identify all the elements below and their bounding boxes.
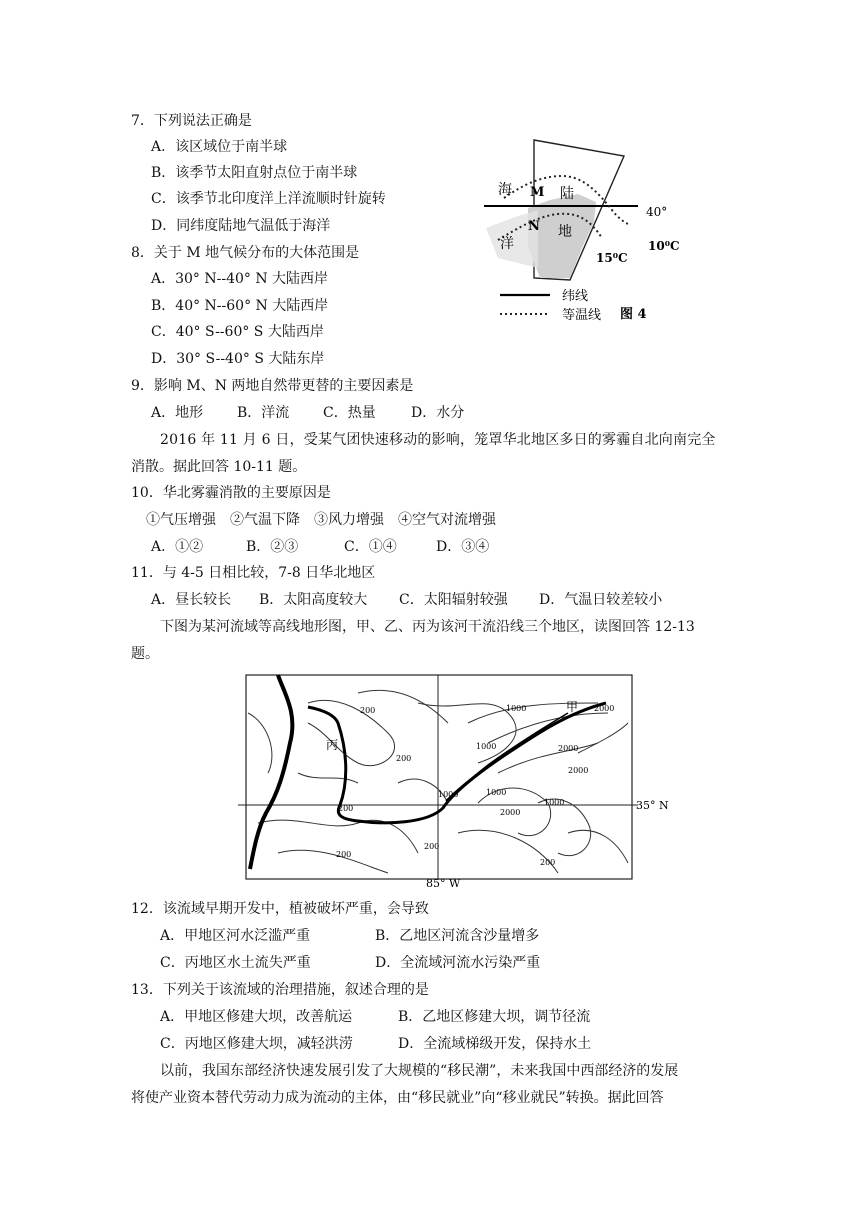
contour-200-b: 200 xyxy=(396,754,412,763)
q7-option-c: C．该季节北印度洋上洋流顺时针旋转 xyxy=(151,191,386,207)
q12-option-b: B．乙地区河流含沙量增多 xyxy=(375,928,540,944)
contour-2000-a: 2000 xyxy=(594,704,615,713)
contour-200-c: 200 xyxy=(338,804,354,813)
q12-options-row1 xyxy=(160,926,539,946)
passage2-line2: 题。 xyxy=(131,646,159,662)
passage1-line1: 2016 年 11 月 6 日，受某气团快速移动的影响，笼罩华北地区多日的雾霾自北向南完全 xyxy=(160,432,716,448)
sea-label-2: 洋 xyxy=(500,236,514,252)
contour-2000-b: 2000 xyxy=(558,744,579,753)
passage3-line1: 以前，我国东部经济快速发展引发了大规模的“移民潮”，未来我国中西部经济的发展 xyxy=(160,1063,679,1079)
q9-options xyxy=(151,403,464,423)
contour-2000-d: 2000 xyxy=(568,766,589,775)
q8-option-a: A．30° N--40° N 大陆西岸 xyxy=(151,271,329,287)
contour-200-a: 200 xyxy=(360,706,376,715)
q11-option-b: B．太阳高度较大 xyxy=(259,592,368,608)
legend-isotherm-text: 等温线 xyxy=(562,308,602,323)
q10-stem: 10．华北雾霾消散的主要原因是 xyxy=(131,485,331,501)
q13-option-a: A．甲地区修建大坝，改善航运 xyxy=(160,1009,353,1025)
figure-caption: 图 4 xyxy=(620,307,647,322)
q7-stem: 7．下列说法正确是 xyxy=(131,113,252,129)
q8-option-b: B．40° N--60° N 大陆西岸 xyxy=(151,298,329,314)
point-n: N xyxy=(528,219,540,234)
figure-4-isotherm-diagram xyxy=(478,128,718,328)
q10-items: ①气压增强 ②气温下降 ③风力增强 ④空气对流增强 xyxy=(146,512,496,528)
q13-option-c: C．丙地区修建大坝，减轻洪涝 xyxy=(160,1036,353,1052)
label-bing: 丙 xyxy=(326,738,339,752)
land-label-2: 地 xyxy=(558,224,572,240)
latitude-label: 40° xyxy=(646,205,668,219)
lat-label: 35° N xyxy=(636,799,669,812)
contour-1000-b: 1000 xyxy=(476,742,497,751)
legend-latitude-text: 纬线 xyxy=(562,289,589,304)
q10-option-a: A．①② xyxy=(151,539,204,555)
q10-option-b: B．②③ xyxy=(246,539,299,555)
q10-options xyxy=(151,537,489,557)
contour-200-e: 200 xyxy=(424,842,440,851)
q11-option-d: D．气温日较差较小 xyxy=(539,592,663,608)
q9-option-d: D．水分 xyxy=(411,405,465,421)
q11-option-c: C．太阳辐射较强 xyxy=(399,592,508,608)
q13-option-b: B．乙地区修建大坝，调节径流 xyxy=(398,1009,591,1025)
contour-1000-c: 1000 xyxy=(438,790,459,799)
contour-2000-c: 2000 xyxy=(500,808,521,817)
q12-option-a: A．甲地区河水泛滥严重 xyxy=(160,928,311,944)
q10-option-c: C．①④ xyxy=(344,539,397,555)
q12-option-d: D．全流域河流水污染严重 xyxy=(375,955,541,971)
q11-option-a: A．昼长较长 xyxy=(151,592,232,608)
q9-stem: 9．影响 M、N 两地自然带更替的主要因素是 xyxy=(131,378,414,394)
q7-option-b: B．该季节太阳直射点位于南半球 xyxy=(151,165,358,181)
q12-options-row2 xyxy=(160,953,540,973)
q10-option-d: D．③④ xyxy=(436,539,490,555)
q8-option-d: D．30° S--40° S 大陆东岸 xyxy=(151,351,325,367)
q13-options-row2 xyxy=(160,1034,591,1054)
isotherm-10-label: 10⁰C xyxy=(648,239,680,253)
q12-stem: 12．该流域早期开发中，植被破坏严重，会导致 xyxy=(131,901,429,917)
lon-label: 85° W xyxy=(426,877,461,888)
passage1-line2: 消散。据此回答 10-11 题。 xyxy=(131,459,307,475)
q9-option-c: C．热量 xyxy=(323,405,376,421)
q8-option-c: C．40° S--60° S 大陆西岸 xyxy=(151,324,324,340)
q7-option-a: A．该区域位于南半球 xyxy=(151,139,288,155)
q11-stem: 11．与 4-5 日相比较，7-8 日华北地区 xyxy=(131,565,376,581)
contour-200-d: 200 xyxy=(336,850,352,859)
river-basin-contour-map xyxy=(238,673,678,888)
contour-1000-a: 1000 xyxy=(506,704,527,713)
land-label-1: 陆 xyxy=(560,186,574,202)
q13-stem: 13．下列关于该流域的治理措施，叙述合理的是 xyxy=(131,982,429,998)
isotherm-15-label: 15⁰C xyxy=(596,251,628,265)
sea-label-1: 海 xyxy=(498,182,512,198)
q13-option-d: D．全流域梯级开发，保持水土 xyxy=(398,1036,592,1052)
contour-1000-e: 1000 xyxy=(544,798,565,807)
q7-option-d: D．同纬度陆地气温低于海洋 xyxy=(151,218,331,234)
q12-option-c: C．丙地区水土流失严重 xyxy=(160,955,311,971)
passage2-line1: 下图为某河流域等高线地形图，甲、乙、丙为该河干流沿线三个地区，读图回答 12-13 xyxy=(160,619,695,635)
contour-1000-d: 1000 xyxy=(486,788,507,797)
point-m: M xyxy=(530,185,545,200)
contour-200-f: 200 xyxy=(540,858,556,867)
q9-option-b: B．洋流 xyxy=(237,405,290,421)
q8-stem: 8．关于 M 地气候分布的大体范围是 xyxy=(131,245,360,261)
label-jia: 甲 xyxy=(566,700,579,714)
passage3-line2: 将使产业资本替代劳动力成为流动的主体，由“移民就业”向“移业就民”转换。据此回答 xyxy=(131,1090,664,1106)
q9-option-a: A．地形 xyxy=(151,405,204,421)
q13-options-row1 xyxy=(160,1007,590,1027)
q11-options xyxy=(151,590,662,610)
